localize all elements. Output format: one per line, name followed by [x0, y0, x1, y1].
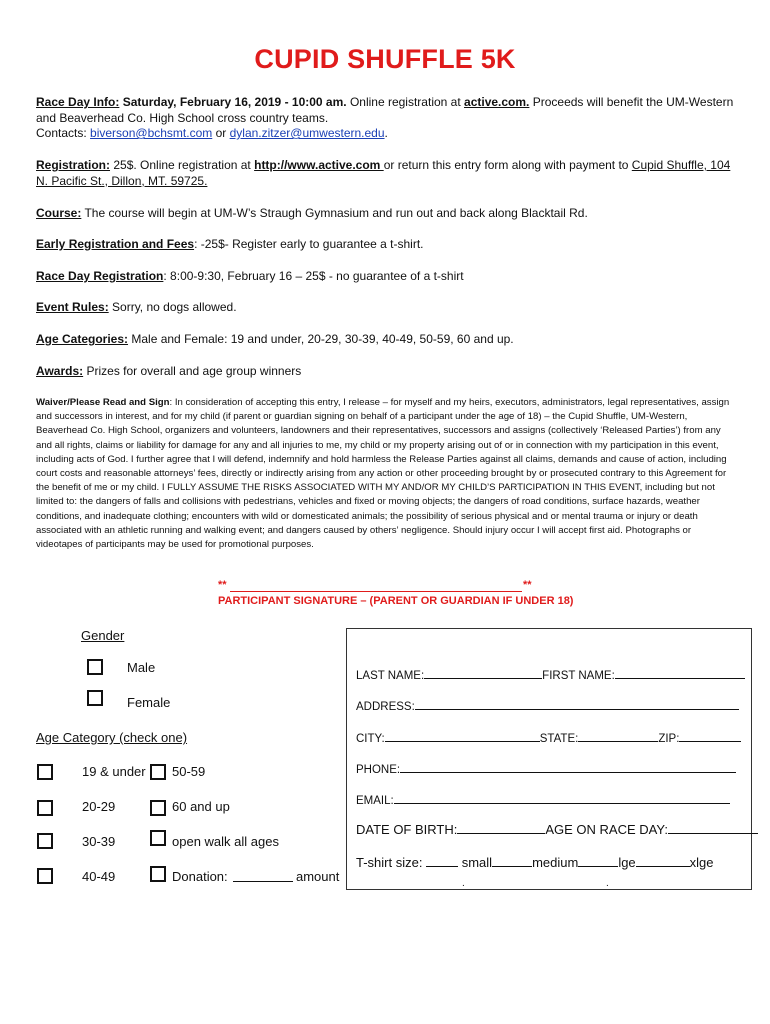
- registration-address: Cupid Shuffle, 104 N. Pacific St., Dillon, MT. 59725.: [36, 158, 731, 188]
- dot-2: .: [606, 878, 609, 889]
- age-categories-label: Age Categories:: [36, 332, 129, 346]
- city-field[interactable]: [385, 730, 540, 742]
- email-label: EMAIL:: [356, 795, 394, 807]
- email-field[interactable]: [394, 792, 730, 804]
- contacts-label: Contacts:: [36, 126, 91, 140]
- contacts: [36, 126, 736, 142]
- dob-label: DATE OF BIRTH:: [356, 822, 458, 837]
- early-registration: [36, 237, 736, 253]
- waiver-label: Waiver/Please Read and Sign: [36, 397, 170, 408]
- dot-1: .: [462, 878, 465, 889]
- tshirt-small-field[interactable]: [426, 855, 458, 867]
- contact-email-2[interactable]: dylan.zitzer@umwestern.edu: [229, 126, 385, 140]
- zip-field[interactable]: [679, 730, 741, 742]
- age-category-heading: Age Category (check one): [36, 730, 188, 745]
- age-30-39-label: 30-39: [82, 834, 116, 849]
- age-40-49-checkbox[interactable]: [37, 868, 53, 884]
- gender-female-label: Female: [127, 695, 171, 710]
- donation-checkbox[interactable]: [150, 866, 166, 882]
- gender-male-label: Male: [127, 660, 156, 675]
- event-rules-label: Event Rules:: [36, 300, 109, 314]
- awards-text: Prizes for overall and age group winners: [83, 364, 302, 378]
- gender-heading: Gender: [81, 628, 125, 643]
- event-rules: [36, 300, 736, 316]
- event-rules-text: Sorry, no dogs allowed.: [108, 300, 237, 314]
- contact-email-1[interactable]: biverson@bchsmt.com: [90, 126, 213, 140]
- first-name-label: FIRST NAME:: [542, 670, 615, 682]
- waiver-text: : In consideration of accepting this entry, I release – for myself and my heirs, executors, administrators, legal representatives, assign and successors in interest, and for my child (if parent or guardian signing on behalf of a participant under the age of 18) – the Cupid Shuffle, UM-Western, Beaverhead Co. High School, organizers and volunteers, landowners and their representatives, successors and assigns (collectively ‘Released Parties’) from any and all rights, claims or liability for damage for any and all injuries to me, my child or my property arising out of or in connection with my participation in this event, including acts of God. I further agree that I will defend, indemnify and hold harmless the Release Parties against all claims, demands and cause of action, including court costs and reasonable attorneys’ fees, directly or indirectly arising from any action or other proceeding brought by or prosecuted contrary to this Agreement for the benefit of me or my child. I FULLY ASSUME THE RISKS ASSOCIATED WITH MY AND/OR MY CHILD’S PARTICIPATION IN THIS EVENT, including but not limited to: the dangers of falls and collisions with pedestrians, vehicles and fixed or moving objects; the dangers of road conditions, surface hazards, weather conditions, and inadequate clothing; encounters with wild or domesticated animals; the possibility of serious physical and or mental trauma or injury or death associated with an athletic running and walking event; and dangers caused by others’ negligence. Should injury occur I will accept first aid. Photographs or videotapes of participants may be used for promotional purposes.: [36, 397, 730, 551]
- race-date-time: Saturday, February 16, 2019 - 10:00 am.: [122, 95, 347, 109]
- age-19-under-checkbox[interactable]: [37, 764, 53, 780]
- registration-text: 25$. Online registration at: [110, 158, 255, 172]
- race-info-text: Online registration at: [346, 95, 465, 109]
- age-20-29-label: 20-29: [82, 799, 116, 814]
- dob-field[interactable]: [457, 822, 545, 834]
- city-row: [356, 730, 746, 745]
- age-60-up-checkbox[interactable]: [150, 800, 166, 816]
- registration-text-2: or return this entry form along with payment to: [383, 158, 632, 172]
- donation-label: Donation:: [172, 869, 228, 884]
- registration-label: Registration:: [36, 158, 111, 172]
- age-19-under-label: 19 & under: [82, 764, 146, 779]
- age-field[interactable]: [668, 822, 758, 834]
- gender-female-checkbox[interactable]: [87, 690, 103, 706]
- signature-star-right: **: [523, 579, 532, 591]
- course: [36, 206, 736, 222]
- name-row: [356, 667, 746, 682]
- age-30-39-checkbox[interactable]: [37, 833, 53, 849]
- course-label: Course:: [36, 206, 82, 220]
- tshirt-medium-field[interactable]: [492, 855, 532, 867]
- race-day-registration-text: : 8:00-9:30, February 16 – 25$ - no guarantee of a t-shirt: [163, 269, 464, 283]
- open-walk-label: open walk all ages: [172, 834, 279, 849]
- state-label: STATE:: [539, 733, 579, 745]
- last-name-label: LAST NAME:: [356, 670, 425, 682]
- last-name-field[interactable]: [424, 667, 542, 679]
- first-name-field[interactable]: [615, 667, 745, 679]
- tshirt-label: T-shirt size:: [356, 855, 423, 870]
- course-text: The course will begin at UM-W’s Straugh Gymnasium and run out and back along Blacktail Rd.: [81, 206, 588, 220]
- active-site-link[interactable]: active.com.: [464, 95, 530, 109]
- phone-field[interactable]: [400, 761, 736, 773]
- tshirt-xlge-field[interactable]: [636, 855, 690, 867]
- email-row: [356, 792, 746, 807]
- early-registration-text: : -25$- Register early to guarantee a t-shirt.: [194, 237, 424, 251]
- contacts-end: .: [384, 126, 388, 140]
- registration: [36, 158, 736, 189]
- address-label: ADDRESS:: [356, 701, 415, 713]
- signature-star-left: **: [218, 579, 227, 591]
- race-info-proceeds: Proceeds will benefit the UM-Western and Beaverhead Co. High School cross country teams.: [36, 95, 734, 125]
- page-title: CUPID SHUFFLE 5K: [254, 44, 516, 74]
- signature-line[interactable]: [230, 591, 522, 592]
- age-50-59-checkbox[interactable]: [150, 764, 166, 780]
- race-day-info-label: Race Day Info:: [36, 95, 120, 109]
- waiver: [36, 396, 736, 552]
- tshirt-lge-field[interactable]: [578, 855, 618, 867]
- age-50-59-label: 50-59: [172, 764, 206, 779]
- age-label: AGE ON RACE DAY:: [545, 822, 668, 837]
- address-field[interactable]: [415, 698, 739, 710]
- tshirt-medium-label: medium: [532, 855, 579, 870]
- open-walk-checkbox[interactable]: [150, 830, 166, 846]
- awards: [36, 364, 736, 380]
- signature-caption: PARTICIPANT SIGNATURE – (PARENT OR GUARDIAN IF UNDER 18): [218, 595, 574, 607]
- age-categories: [36, 332, 736, 348]
- phone-row: [356, 761, 746, 776]
- registration-url[interactable]: http://www.active.com: [254, 158, 384, 172]
- race-day-registration: [36, 269, 736, 285]
- state-field[interactable]: [578, 730, 658, 742]
- tshirt-row: [356, 855, 746, 870]
- race-day-info: [36, 95, 736, 126]
- tshirt-small-label: small: [461, 855, 493, 870]
- donation-amount-label: amount: [296, 869, 340, 884]
- tshirt-lge-label: lge: [618, 855, 636, 870]
- donation-amount-line[interactable]: [233, 881, 293, 882]
- age-20-29-checkbox[interactable]: [37, 800, 53, 816]
- awards-label: Awards:: [36, 364, 84, 378]
- phone-label: PHONE:: [356, 764, 401, 776]
- gender-male-checkbox[interactable]: [87, 659, 103, 675]
- contacts-or: or: [212, 126, 230, 140]
- age-40-49-label: 40-49: [82, 869, 116, 884]
- address-row: [356, 698, 746, 713]
- tshirt-xlge-label: xlge: [689, 855, 714, 870]
- dob-row: [356, 822, 746, 837]
- early-registration-label: Early Registration and Fees: [36, 237, 195, 251]
- age-categories-text: Male and Female: 19 and under, 20-29, 30-39, 40-49, 50-59, 60 and up.: [128, 332, 514, 346]
- city-label: CITY:: [356, 733, 385, 745]
- zip-label: ZIP:: [658, 733, 680, 745]
- race-day-registration-label: Race Day Registration: [36, 269, 164, 283]
- age-60-up-label: 60 and up: [172, 799, 230, 814]
